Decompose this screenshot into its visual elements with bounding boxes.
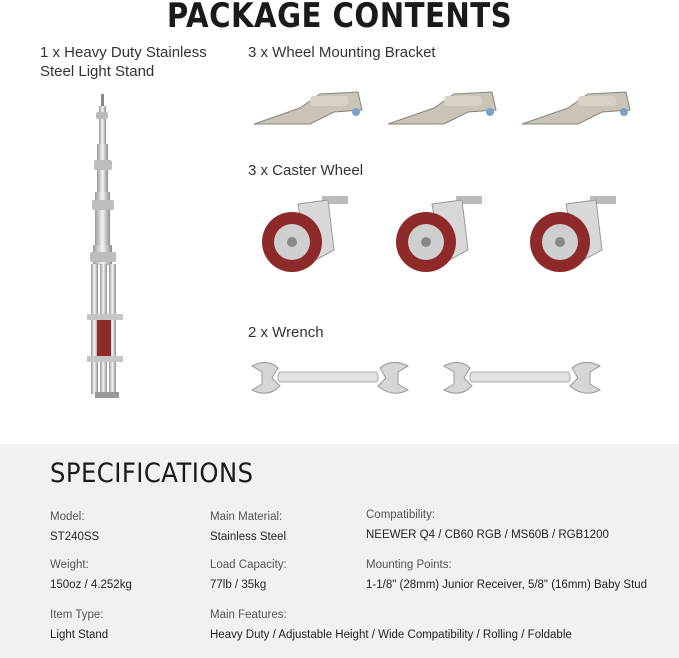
wrench-image-2 — [442, 356, 602, 400]
specifications-panel — [0, 444, 679, 658]
bracket-label: 3 x Wheel Mounting Bracket — [248, 44, 436, 61]
spec-key: Model: — [50, 511, 85, 523]
spec-type — [50, 608, 108, 642]
spec-key: Mounting Points: — [366, 559, 452, 571]
spec-key: Weight: — [50, 559, 89, 571]
spec-load — [210, 558, 287, 592]
spec-compatibility — [366, 508, 609, 542]
caster-wheel-image-1 — [258, 190, 358, 280]
spec-features — [210, 608, 572, 642]
wheel-label: 3 x Caster Wheel — [248, 162, 364, 179]
stand-label: 1 x Heavy Duty Stainless Steel Light Stand — [40, 44, 207, 80]
spec-material — [210, 510, 286, 544]
spec-key: Compatibility: — [366, 509, 436, 521]
spec-key: Item Type: — [50, 609, 104, 621]
page-title: PACKAGE CONTENTS — [166, 0, 513, 36]
spec-key: Main Features: — [210, 609, 287, 621]
spec-value: Stainless Steel — [210, 531, 287, 543]
bracket-image-1 — [250, 88, 366, 128]
spec-mounting — [366, 558, 647, 592]
spec-weight — [50, 558, 132, 592]
bracket-image-2 — [384, 88, 500, 128]
spec-value: 77lb / 35kg — [210, 579, 267, 591]
spec-key: Load Capacity: — [210, 559, 287, 571]
caster-wheel-image-3 — [526, 190, 626, 280]
spec-value: Heavy Duty / Adjustable Height / Wide Compatibility / Rolling / Foldable — [210, 629, 572, 641]
spec-value: Light Stand — [50, 629, 109, 641]
caster-wheel-image-2 — [392, 190, 492, 280]
wrench-label: 2 x Wrench — [248, 324, 324, 341]
spec-value: NEEWER Q4 / CB60 RGB / MS60B / RGB1200 — [366, 529, 609, 541]
spec-value: 1-1/8" (28mm) Junior Receiver, 5/8" (16mm) Baby Stud — [366, 579, 648, 591]
wrench-image-1 — [250, 356, 410, 400]
light-stand-image — [75, 92, 145, 412]
spec-value: ST240SS — [50, 531, 100, 543]
spec-value: 150oz / 4.252kg — [50, 579, 132, 591]
bracket-image-3 — [518, 88, 634, 128]
spec-model — [50, 510, 99, 544]
spec-key: Main Material: — [210, 511, 283, 523]
specifications-title: SPECIFICATIONS — [50, 458, 254, 489]
